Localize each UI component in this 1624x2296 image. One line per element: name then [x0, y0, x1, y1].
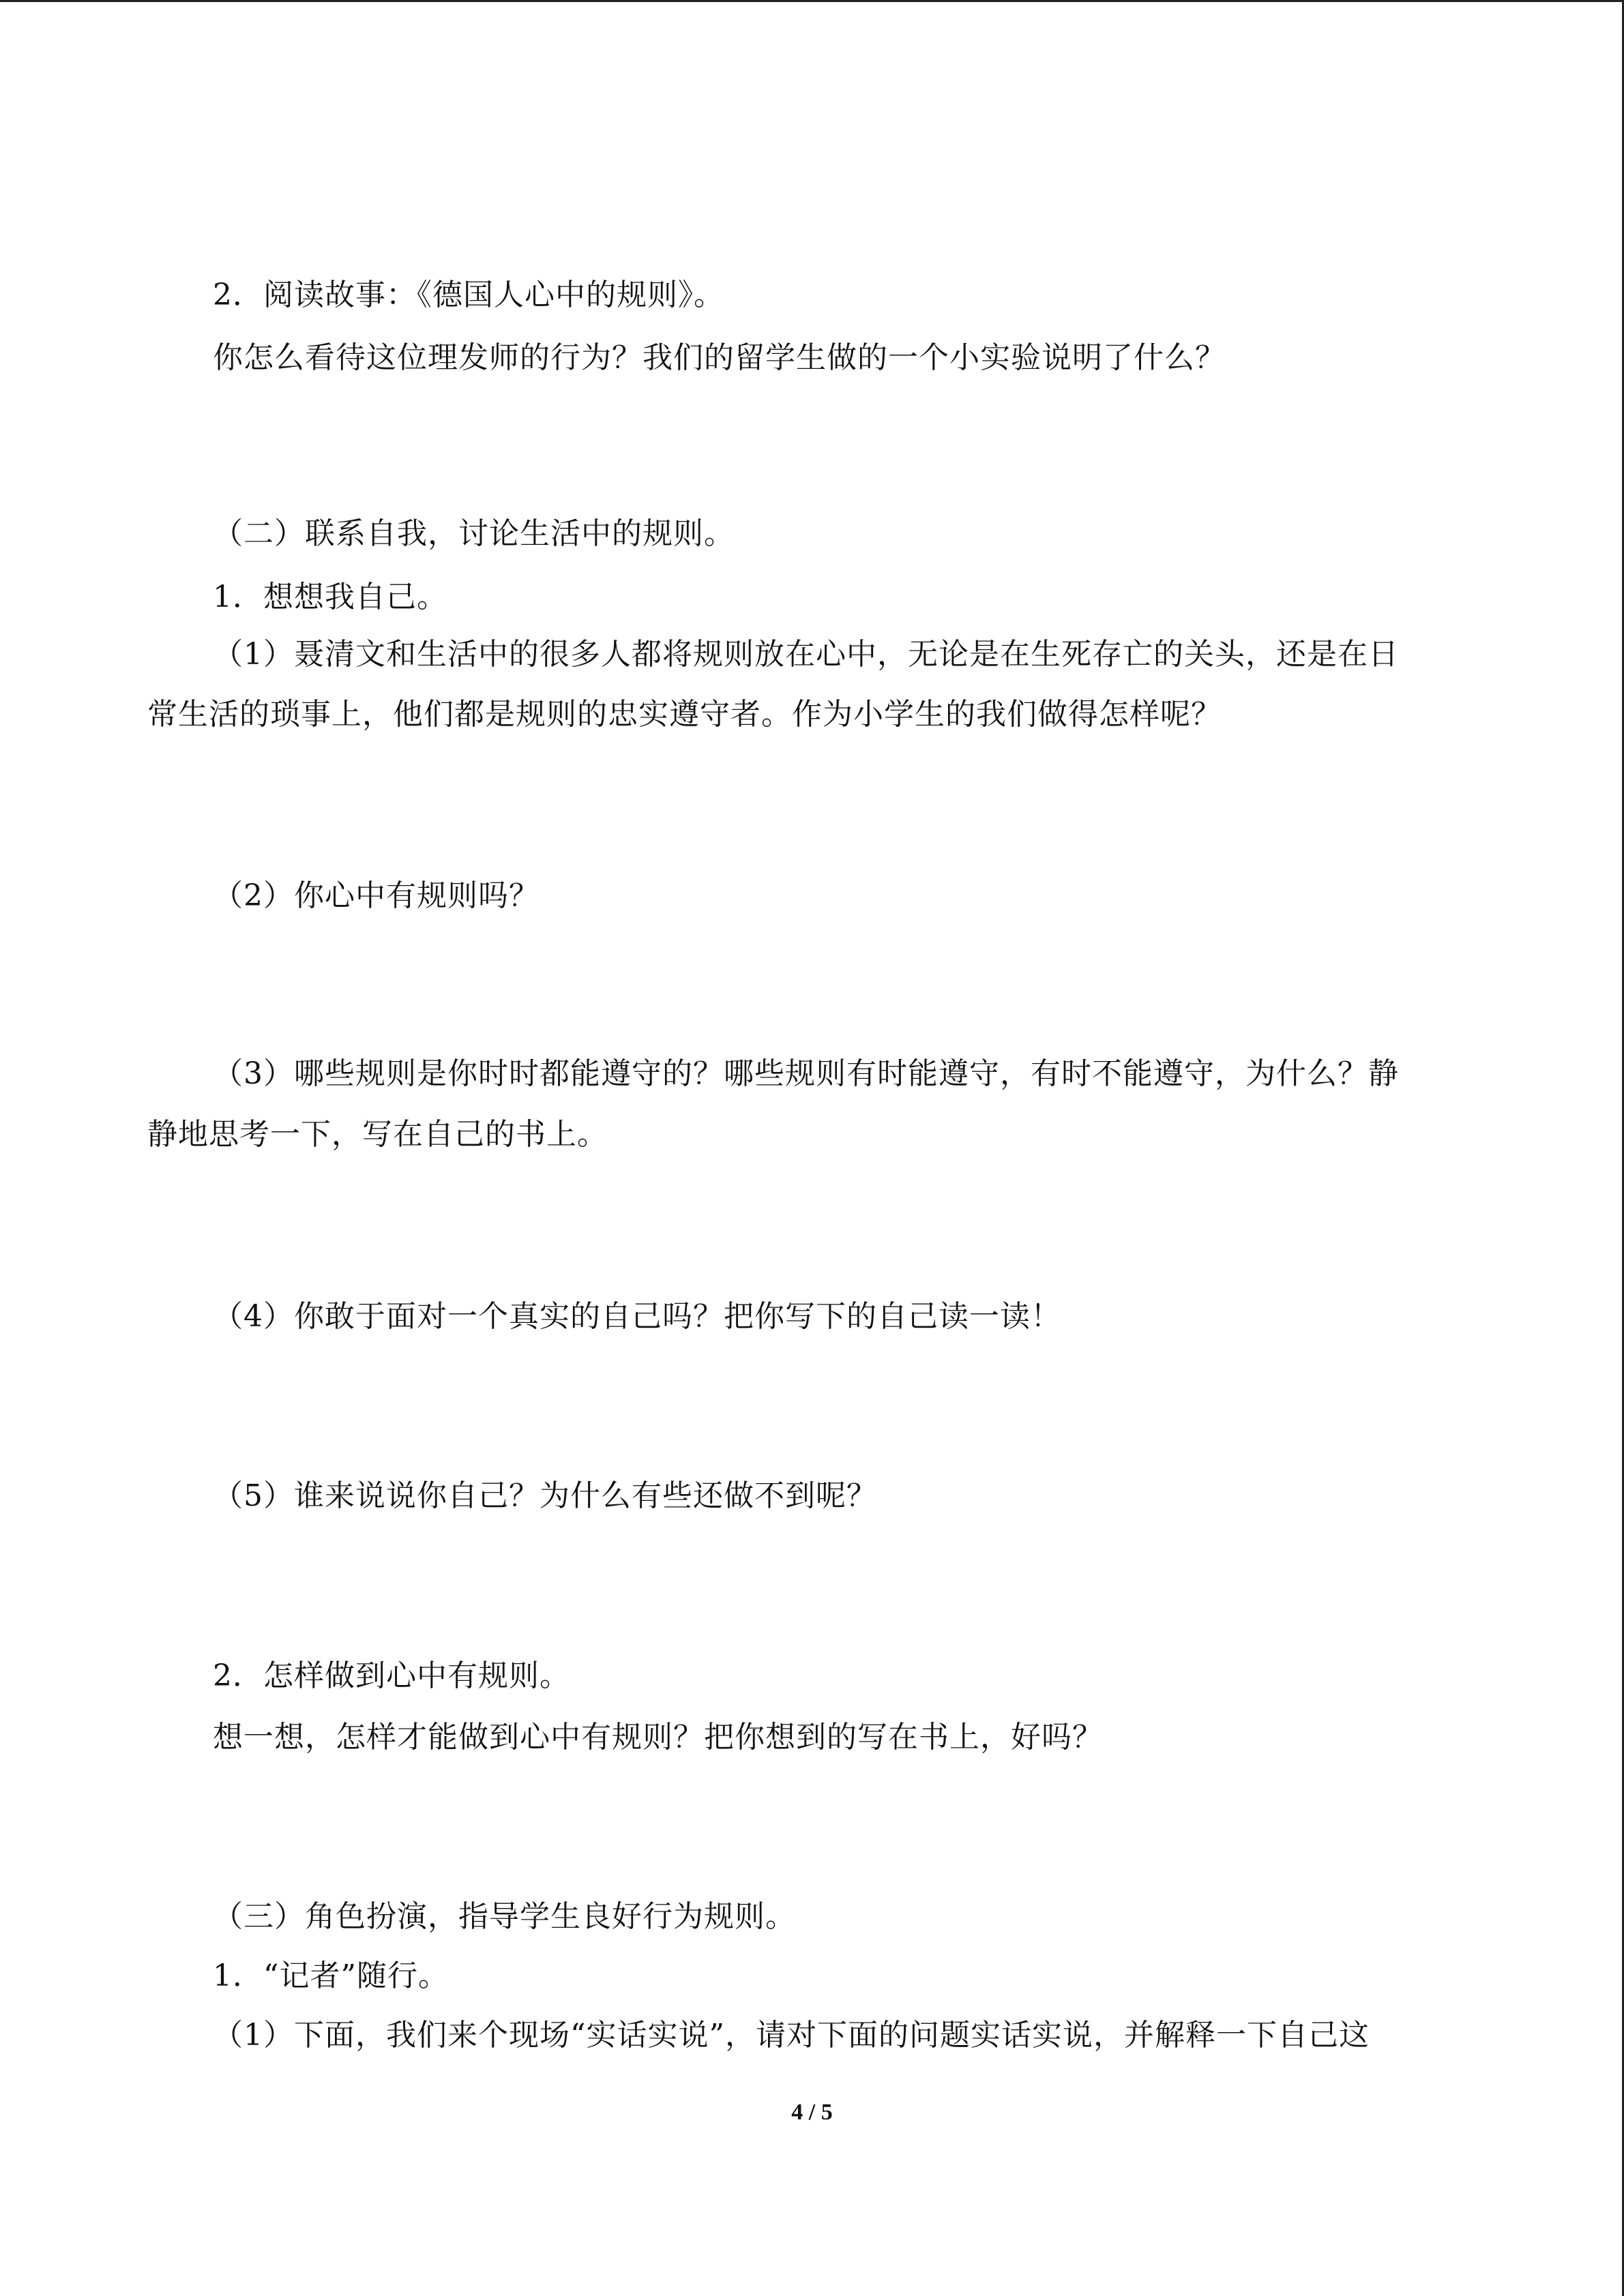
- section-heading: （三）角色扮演，指导学生良好行为规则。: [213, 1899, 796, 1934]
- paragraph-line: 静地思考一下，写在自己的书上。: [147, 1117, 608, 1152]
- paragraph-line: （2）你心中有规则吗？: [213, 878, 540, 913]
- subsection-heading: 1．想想我自己。: [213, 580, 447, 614]
- paragraph-line: 想一想，怎样才能做到心中有规则？把你想到的写在书上，好吗？: [213, 1720, 1103, 1755]
- paragraph-line: （5）谁来说说你自己？为什么有些还做不到呢？: [213, 1478, 877, 1513]
- paragraph-line: （4）你敢于面对一个真实的自己吗？把你写下的自己读一读！: [213, 1299, 1061, 1334]
- subsection-heading: 1．“记者”随行。: [213, 1958, 449, 1993]
- paragraph-line: 你怎么看待这位理发师的行为？我们的留学生做的一个小实验说明了什么？: [213, 340, 1226, 375]
- paragraph-line: 2．阅读故事：《德国人心中的规则》。: [213, 278, 724, 312]
- page-number: 4 / 5: [791, 2100, 833, 2125]
- paragraph-line: 常生活的琐事上，他们都是规则的忠实遵守者。作为小学生的我们做得怎样呢？: [147, 697, 1222, 732]
- page-top-border: [0, 0, 1624, 2]
- section-heading: （二）联系自我，讨论生活中的规则。: [213, 516, 735, 551]
- paragraph-line: （3）哪些规则是你时时都能遵守的？哪些规则有时能遵守，有时不能遵守，为什么？静: [213, 1056, 1399, 1091]
- paragraph-line: （1）下面，我们来个现场“实话实说”，请对下面的问题实话实说，并解释一下自己这: [213, 2018, 1370, 2053]
- paragraph-line: （1）聂清文和生活中的很多人都将规则放在心中，无论是在生死存亡的关头，还是在日: [213, 637, 1399, 672]
- subsection-heading: 2．怎样做到心中有规则。: [213, 1658, 570, 1693]
